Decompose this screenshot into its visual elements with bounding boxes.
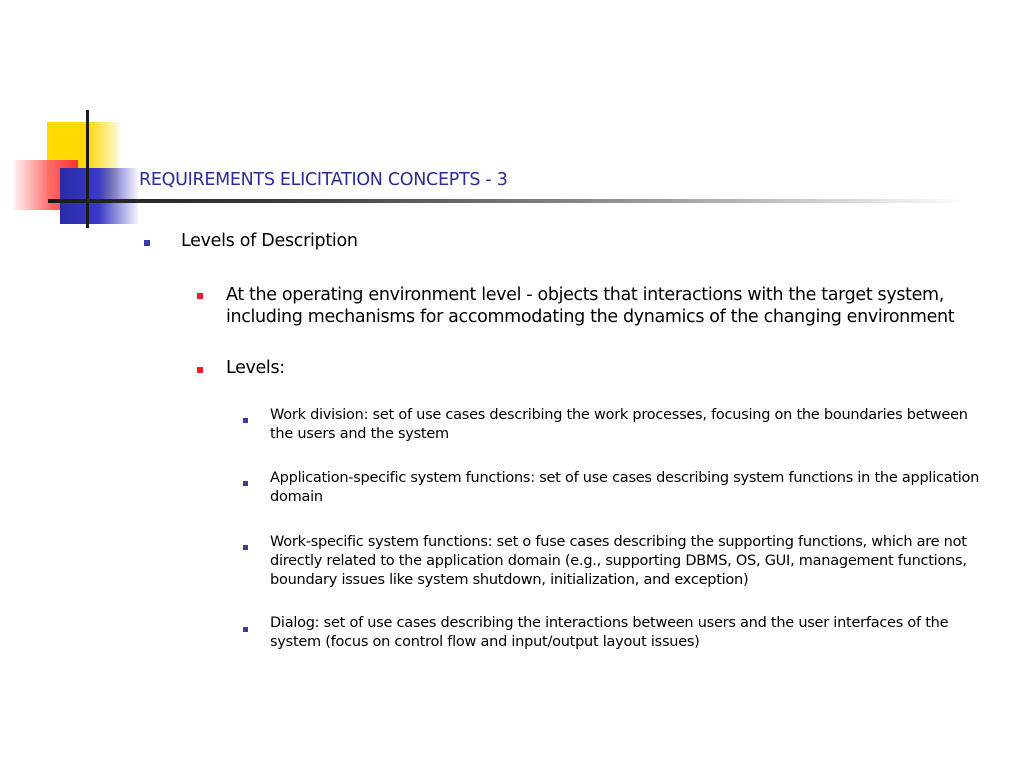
level1-bullet-icon — [144, 240, 150, 246]
level2-text: At the operating environment level - objects that interactions with the target system, including mechanisms for accommodating the dynamics of the changing environment — [226, 285, 955, 327]
level3-bullet-icon — [243, 545, 248, 550]
level3-item — [270, 406, 995, 444]
level2-bullet-icon — [197, 367, 203, 373]
level3-text: Work division: set of use cases describing the work processes, focusing on the boundaries between the users and the system — [270, 407, 968, 442]
level2-item — [226, 284, 996, 328]
level3-bullet-icon — [243, 627, 248, 632]
level3-item — [270, 469, 995, 507]
level3-text: Dialog: set of use cases describing the interactions between users and the user interfaces of the system (focus on control flow and input/output layout issues) — [270, 615, 949, 650]
level2-text: Levels: — [226, 358, 285, 378]
level2-item — [226, 357, 996, 379]
level3-item — [270, 533, 995, 590]
blue-square-decoration — [60, 168, 138, 224]
vertical-rule — [86, 110, 89, 228]
title-underline — [48, 199, 968, 203]
slide-title: REQUIREMENTS ELICITATION CONCEPTS - 3 — [139, 170, 508, 190]
level2-bullet-icon — [197, 293, 203, 299]
level1-item — [181, 231, 358, 251]
level3-text: Work-specific system functions: set o fuse cases describing the supporting functions, which are not directly related to the application domain (e.g., supporting DBMS, OS, GUI, management functions, boundary issues like system shutdown, initialization, and exception) — [270, 534, 967, 588]
level1-text: Levels of Description — [181, 231, 358, 251]
level3-bullet-icon — [243, 418, 248, 423]
level3-item — [270, 614, 995, 652]
level3-text: Application-specific system functions: set of use cases describing system functions in the application domain — [270, 470, 980, 505]
level3-bullet-icon — [243, 481, 248, 486]
